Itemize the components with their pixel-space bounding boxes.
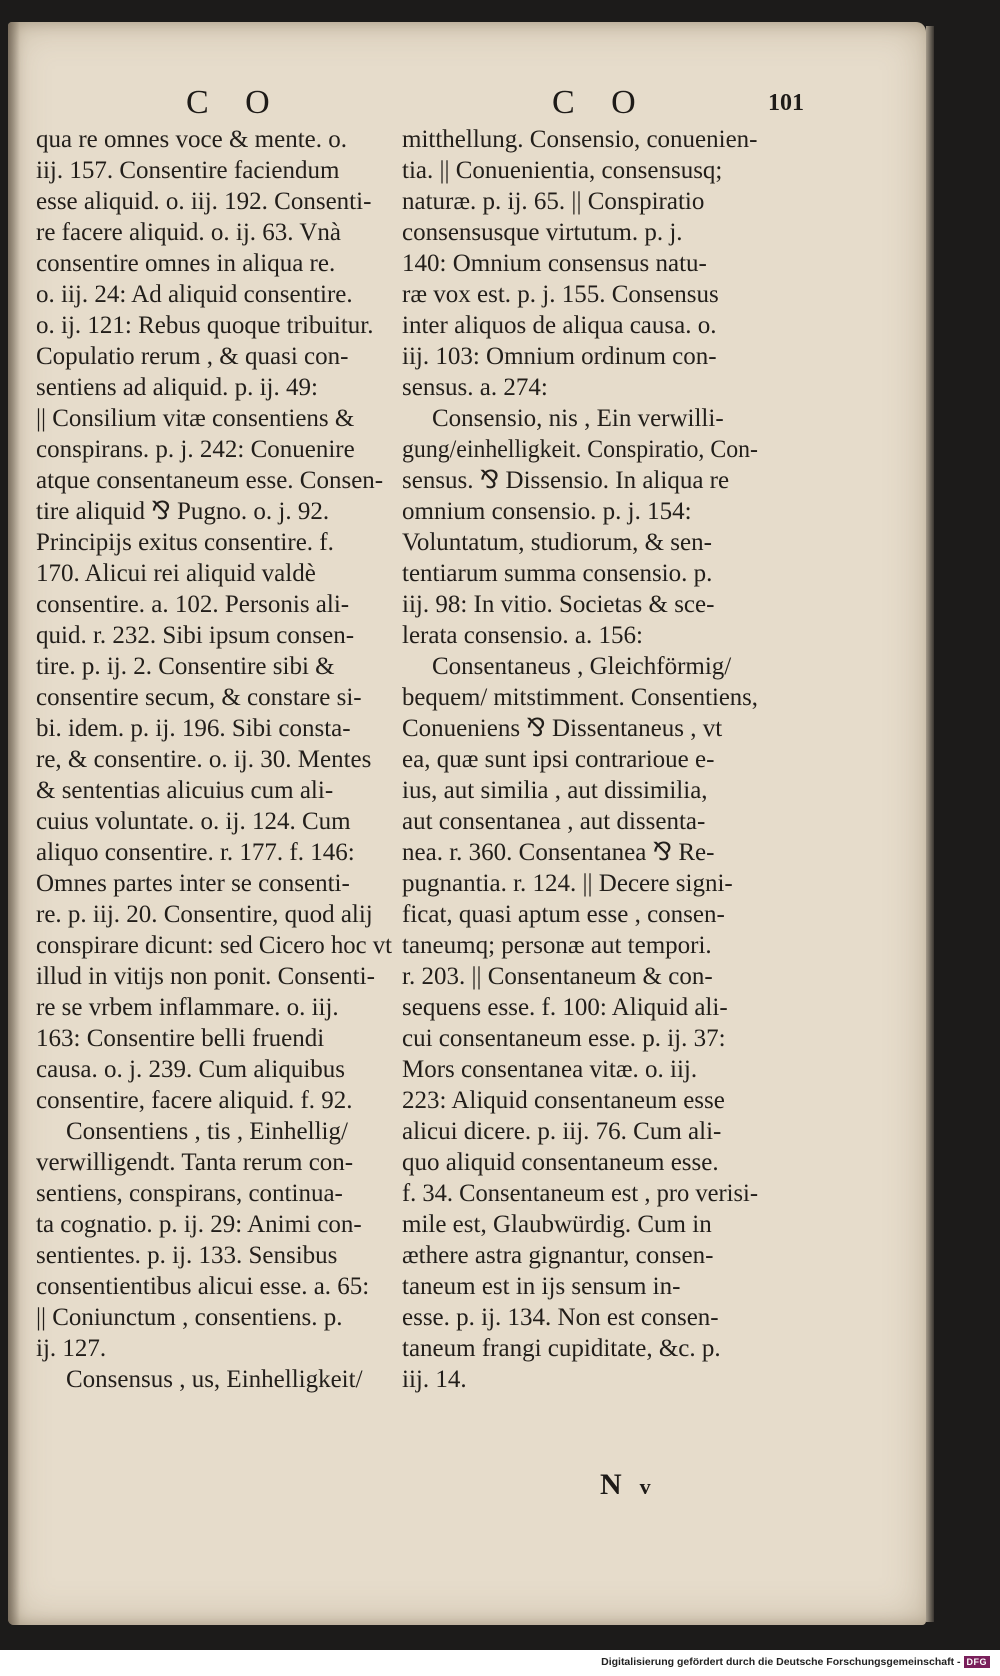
dfg-logo: DFG bbox=[964, 1656, 991, 1668]
text-line: tire. p. ij. 2. Consentire sibi & bbox=[36, 653, 335, 680]
text-line: inter aliquos de aliqua causa. o. bbox=[402, 312, 717, 339]
signature-letter: N bbox=[600, 1468, 628, 1501]
text-line: qua re omnes voce & mente. o. bbox=[36, 126, 348, 153]
text-line: quo aliquid consentaneum esse. bbox=[402, 1149, 719, 1176]
text-line: consentire. a. 102. Personis ali- bbox=[36, 591, 350, 618]
text-line: sentiens, conspirans, continua- bbox=[36, 1180, 343, 1207]
text-line: conspirans. p. j. 242: Conuenire bbox=[36, 436, 355, 463]
text-line: sensus. ⅋ Dissensio. In aliqua re bbox=[402, 467, 730, 494]
text-line: tentiarum summa consensio. p. bbox=[402, 560, 713, 587]
text-line: || Coniunctum , consentiens. p. bbox=[36, 1304, 343, 1331]
text-line: tire aliquid ⅋ Pugno. o. j. 92. bbox=[36, 498, 330, 525]
text-line: Consensio, nis , Ein verwilli- bbox=[432, 405, 724, 432]
text-line: pugnantia. r. 124. || Decere signi- bbox=[402, 870, 733, 897]
page-edge bbox=[926, 26, 934, 1622]
text-line: æthere astra gignantur, consen- bbox=[402, 1242, 714, 1269]
right-text-column bbox=[402, 124, 758, 1395]
text-line: aliquo consentire. r. 177. f. 146: bbox=[36, 839, 355, 866]
text-line: iij. 157. Consentire faciendum bbox=[36, 157, 340, 184]
text-line: ta cognatio. p. ij. 29: Animi con- bbox=[36, 1211, 362, 1238]
header-right-letters: C O bbox=[552, 84, 650, 121]
text-line: quid. r. 232. Sibi ipsum consen- bbox=[36, 622, 355, 649]
text-line: ius, aut similia , aut dissimilia, bbox=[402, 777, 708, 804]
text-line: iij. 98: In vitio. Societas & sce- bbox=[402, 591, 715, 618]
digitization-credit bbox=[601, 1656, 990, 1668]
text-line: causa. o. j. 239. Cum aliquibus bbox=[36, 1056, 345, 1083]
text-line: aut consentanea , aut dissenta- bbox=[402, 808, 706, 835]
text-line: 223: Aliquid consentaneum esse bbox=[402, 1087, 725, 1114]
text-line: lerata consensio. a. 156: bbox=[402, 622, 643, 649]
page-number: 101 bbox=[768, 90, 804, 116]
running-header bbox=[0, 84, 1000, 124]
text-line: verwilligendt. Tanta rerum con- bbox=[36, 1149, 354, 1176]
text-line: Copulatio rerum , & quasi con- bbox=[36, 343, 349, 370]
text-line: 163: Consentire belli fruendi bbox=[36, 1025, 325, 1052]
footer-text: Digitalisierung gefördert durch die Deutsche Forschungsgemeinschaft - bbox=[601, 1656, 961, 1668]
text-line: ræ vox est. p. j. 155. Consensus bbox=[402, 281, 719, 308]
text-line: cuius voluntate. o. ij. 124. Cum bbox=[36, 808, 351, 835]
left-text-column bbox=[36, 124, 392, 1395]
text-line: sequens esse. f. 100: Aliquid ali- bbox=[402, 994, 728, 1021]
text-line: atque consentaneum esse. Consen- bbox=[36, 467, 384, 494]
text-line: re facere aliquid. o. ij. 63. Vnà bbox=[36, 219, 341, 246]
text-line: & sententias alicuius cum ali- bbox=[36, 777, 334, 804]
text-line: mitthellung. Consensio, conuenien- bbox=[402, 126, 758, 153]
text-line: illud in vitijs non ponit. Consenti- bbox=[36, 963, 375, 990]
text-line: omnium consensio. p. j. 154: bbox=[402, 498, 692, 525]
text-line: nea. r. 360. Consentanea ⅋ Re- bbox=[402, 839, 715, 866]
text-line: iij. 14. bbox=[402, 1366, 467, 1393]
text-line: 140: Omnium consensus natu- bbox=[402, 250, 707, 277]
text-line: re, & consentire. o. ij. 30. Mentes bbox=[36, 746, 372, 773]
text-line: re se vrbem inflammare. o. iij. bbox=[36, 994, 339, 1021]
text-line: conspirare dicunt: sed Cicero hoc vt bbox=[36, 932, 392, 959]
text-line: Consensus , us, Einhelligkeit/ bbox=[66, 1366, 363, 1393]
text-line: 170. Alicui rei aliquid valdè bbox=[36, 560, 316, 587]
text-line: sentiens ad aliquid. p. ij. 49: bbox=[36, 374, 318, 401]
text-line: consentire omnes in aliqua re. bbox=[36, 250, 336, 277]
text-line: tia. || Conuenientia, consensusq; bbox=[402, 157, 723, 184]
text-line: consentire, facere aliquid. f. 92. bbox=[36, 1087, 353, 1114]
text-line: bi. idem. p. ij. 196. Sibi consta- bbox=[36, 715, 351, 742]
text-line: sensus. a. 274: bbox=[402, 374, 548, 401]
text-line: Conueniens ⅋ Dissentaneus , vt bbox=[402, 715, 723, 742]
text-line: taneum est in ijs sensum in- bbox=[402, 1273, 681, 1300]
signature-numeral: v bbox=[639, 1474, 657, 1499]
text-line: consentire secum, & constare si- bbox=[36, 684, 362, 711]
text-line: cui consentaneum esse. p. ij. 37: bbox=[402, 1025, 726, 1052]
text-line: ij. 127. bbox=[36, 1335, 107, 1362]
text-line: bequem/ mitstimment. Consentiens, bbox=[402, 684, 758, 711]
text-line: r. 203. || Consentaneum & con- bbox=[402, 963, 713, 990]
text-line: Omnes partes inter se consenti- bbox=[36, 870, 350, 897]
text-line: iij. 103: Omnium ordinum con- bbox=[402, 343, 717, 370]
text-line: naturæ. p. ij. 65. || Conspiratio bbox=[402, 188, 705, 215]
text-line: || Consilium vitæ consentiens & bbox=[36, 405, 355, 432]
signature-mark bbox=[600, 1468, 657, 1502]
text-line: Consentiens , tis , Einhellig/ bbox=[66, 1118, 348, 1145]
text-line: o. ij. 121: Rebus quoque tribuitur. bbox=[36, 312, 374, 339]
text-line: f. 34. Consentaneum est , pro verisi- bbox=[402, 1180, 758, 1207]
text-line: sentientes. p. ij. 133. Sensibus bbox=[36, 1242, 338, 1269]
text-line: re. p. iij. 20. Consentire, quod alij bbox=[36, 901, 373, 928]
text-line: o. iij. 24: Ad aliquid consentire. bbox=[36, 281, 353, 308]
text-line: esse. p. ij. 134. Non est consen- bbox=[402, 1304, 719, 1331]
header-left-letters: C O bbox=[186, 84, 284, 121]
text-line: taneumq; personæ aut tempori. bbox=[402, 932, 712, 959]
text-line: alicui dicere. p. iij. 76. Cum ali- bbox=[402, 1118, 722, 1145]
text-line: esse aliquid. o. iij. 192. Consenti- bbox=[36, 188, 372, 215]
text-line: Mors consentanea vitæ. o. iij. bbox=[402, 1056, 698, 1083]
text-line: gung/einhelligkeit. Conspiratio, Con- bbox=[402, 436, 758, 463]
text-line: mile est, Glaubwürdig. Cum in bbox=[402, 1211, 712, 1238]
text-line: taneum frangi cupiditate, &c. p. bbox=[402, 1335, 721, 1362]
text-line: Principijs exitus consentire. f. bbox=[36, 529, 334, 556]
text-line: ficat, quasi aptum esse , consen- bbox=[402, 901, 725, 928]
text-line: Consentaneus , Gleichförmig/ bbox=[432, 653, 732, 680]
text-line: consentientibus alicui esse. a. 65: bbox=[36, 1273, 370, 1300]
text-line: ea, quæ sunt ipsi contrarioue e- bbox=[402, 746, 715, 773]
text-line: consensusque virtutum. p. j. bbox=[402, 219, 683, 246]
text-line: Voluntatum, studiorum, & sen- bbox=[402, 529, 712, 556]
